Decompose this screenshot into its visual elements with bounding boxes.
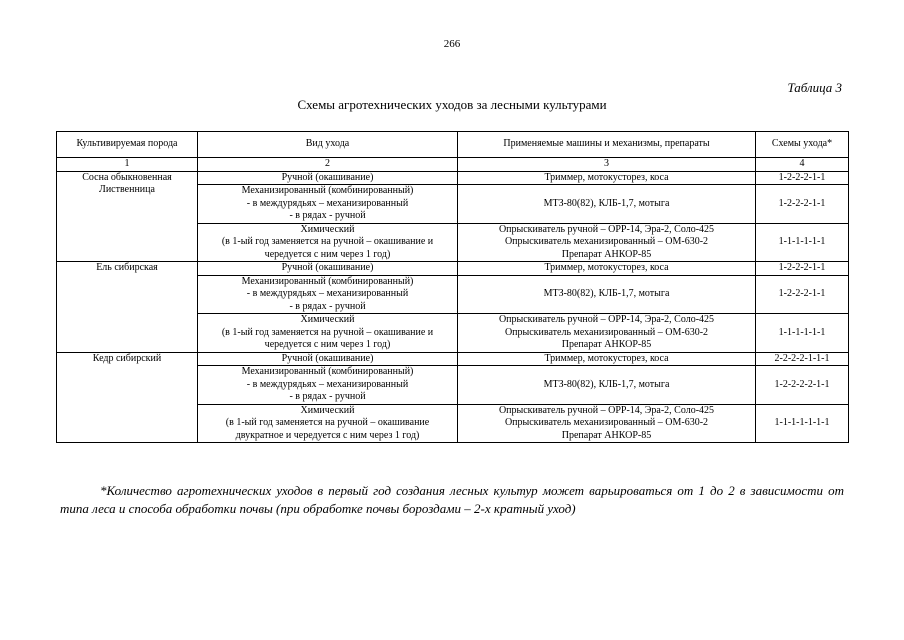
table-row [57,352,849,366]
care-type-cell-line: чередуется с ним через 1 год) [264,339,391,350]
care-type-cell-line: - в рядах - ручной [289,391,366,402]
care-type-cell-line: - в междурядьях – механизированный [246,378,409,390]
care-type-cell [198,262,458,276]
scheme-cell: 1-1-1-1-1-1 [756,223,849,262]
column-number: 3 [458,158,756,172]
machines-cell [458,262,756,276]
species-cell [57,262,198,353]
scheme-cell: 1-1-1-1-1-1 [756,314,849,353]
species-cell-line: Кедр сибирский [92,352,162,364]
machines-cell-line: Опрыскиватель ручной – ОРР-14, Эра-2, Соло-425 [498,404,715,416]
care-type-cell [198,275,458,314]
machines-cell-line: Триммер, мотокусторез, коса [544,262,669,273]
scheme-cell: 1-2-2-2-1-1 [756,275,849,314]
machines-cell [458,314,756,353]
machines-cell-line: Опрыскиватель ручной – ОРР-14, Эра-2, Соло-425 [498,223,715,235]
species-cell [57,352,198,443]
table-row [57,171,849,185]
care-type-cell-line: (в 1-ый год заменяется на ручной – окашивание и [221,326,434,338]
table-body [57,171,849,443]
agrotech-care-table [56,131,849,443]
care-type-cell [198,404,458,443]
species-cell [57,171,198,262]
scheme-cell: 1-1-1-1-1-1-1 [756,404,849,443]
care-type-cell-line: Химический [300,404,355,416]
footnote: *Количество агротехнических уходов в первый год создания лесных культур может варьироваться от 1 до 2 в зависимости от типа леса и способа обработки почвы (при обработке почвы бороздами – 2-х кратный уход) [60,483,844,516]
machines-cell-line: Опрыскиватель механизированный – ОМ-630-2 [504,326,709,338]
machines-cell-line: Препарат АНКОР-85 [561,248,652,260]
care-type-cell [198,314,458,353]
care-type-cell-line: Ручной (окашивание) [281,352,374,364]
care-type-cell-line: Ручной (окашивание) [281,171,374,183]
machines-cell [458,366,756,405]
machines-cell-line: МТЗ-80(82), КЛБ-1,7, мотыга [543,197,670,209]
table-label: Таблица 3 [787,80,842,95]
machines-cell-line: Опрыскиватель механизированный – ОМ-630-2 [504,417,709,428]
care-type-cell-line: Химический [300,314,355,325]
machines-cell [458,404,756,443]
header-machines: Применяемые машины и механизмы, препараты [458,132,756,158]
machines-cell-line: МТЗ-80(82), КЛБ-1,7, мотыга [543,378,670,390]
column-number: 1 [57,158,198,172]
care-type-cell [198,185,458,224]
care-type-cell-line: - в рядах - ручной [289,210,366,221]
table-row [57,262,849,276]
scheme-cell: 1-2-2-2-2-1-1 [756,366,849,405]
care-type-cell [198,223,458,262]
header-scheme: Схемы ухода* [756,132,849,158]
column-number: 4 [756,158,849,172]
scheme-cell: 1-2-2-2-1-1 [756,262,849,276]
machines-cell-line: Препарат АНКОР-85 [561,339,652,350]
header-species: Культивируемая порода [57,132,198,158]
column-number-row [57,158,849,172]
scheme-cell: 1-2-2-2-1-1 [756,171,849,185]
machines-cell-line: МТЗ-80(82), КЛБ-1,7, мотыга [543,288,670,299]
machines-cell-line: Препарат АНКОР-85 [561,429,652,441]
machines-cell [458,352,756,366]
header-row [57,132,849,158]
table-title: Схемы агротехнических уходов за лесными культурами [297,97,607,112]
machines-cell-line: Триммер, мотокусторез, коса [544,171,669,183]
machines-cell [458,275,756,314]
care-type-cell-line: - в рядах - ручной [289,300,366,312]
machines-cell-line: Триммер, мотокусторез, коса [544,352,669,364]
species-cell-line: Сосна обыкновенная [82,171,172,183]
care-type-cell [198,366,458,405]
machines-cell [458,223,756,262]
care-type-cell-line: чередуется с ним через 1 год) [264,248,391,260]
care-type-cell-line: Ручной (окашивание) [281,262,374,273]
machines-cell-line: Опрыскиватель ручной – ОРР-14, Эра-2, Соло-425 [498,314,715,325]
care-type-cell-line: двукратное и чередуется с ним через 1 год) [235,429,420,441]
care-type-cell-line: Механизированный (комбинированный) [241,366,414,377]
care-type-cell [198,171,458,185]
species-cell-line: Лиственница [99,184,155,195]
scheme-cell: 1-2-2-2-1-1 [756,185,849,224]
header-care-type: Вид ухода [198,132,458,158]
care-type-cell-line: (в 1-ый год заменяется на ручной – окашивание [225,417,430,428]
machines-cell [458,171,756,185]
scheme-cell: 2-2-2-2-1-1-1 [756,352,849,366]
machines-cell-line: Опрыскиватель механизированный – ОМ-630-2 [504,236,709,247]
care-type-cell-line: - в междурядьях – механизированный [246,288,409,299]
care-type-cell [198,352,458,366]
page-number: 266 [443,38,461,50]
care-type-cell-line: Механизированный (комбинированный) [241,275,414,287]
care-type-cell-line: - в междурядьях – механизированный [246,197,409,209]
care-type-cell-line: (в 1-ый год заменяется на ручной – окашивание и [221,236,434,247]
column-number: 2 [198,158,458,172]
machines-cell [458,185,756,224]
species-cell-line: Ель сибирская [96,262,158,273]
care-type-cell-line: Механизированный (комбинированный) [241,185,414,196]
care-type-cell-line: Химический [300,223,355,235]
